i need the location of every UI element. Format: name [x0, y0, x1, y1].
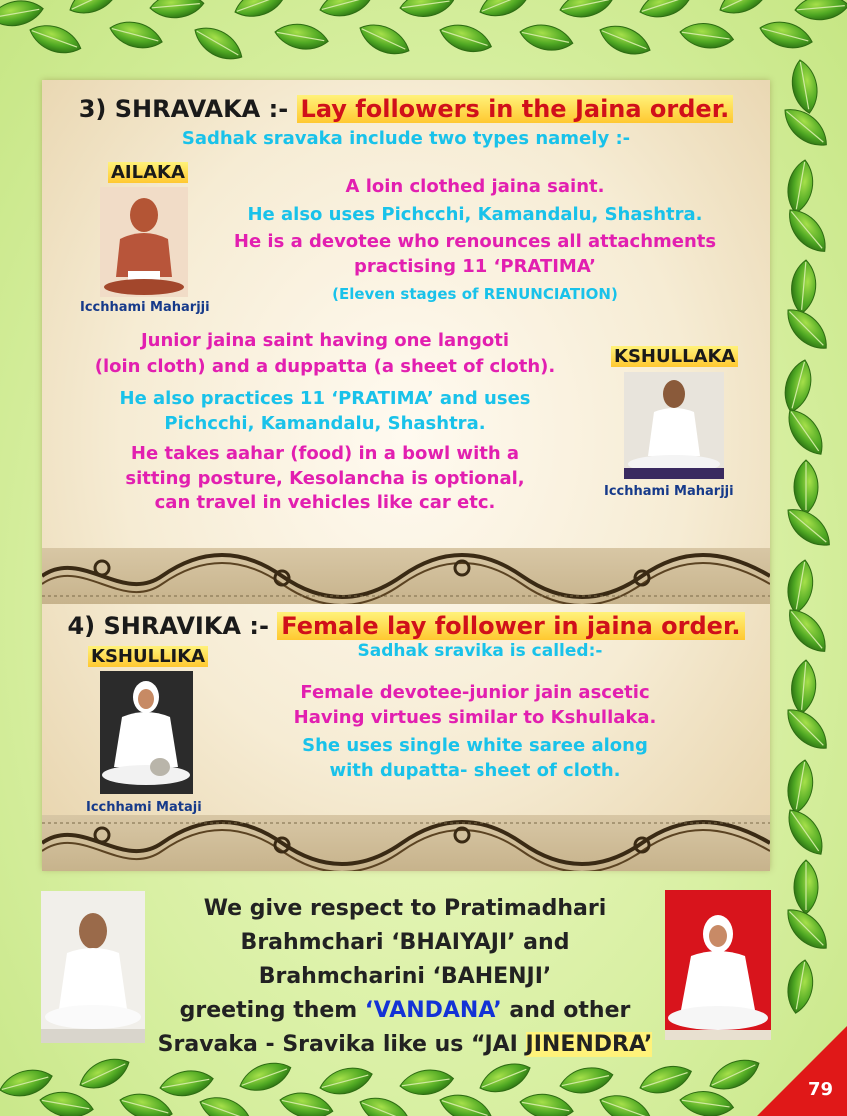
kshullika-line: with dupatta- sheet of cloth. — [329, 760, 621, 781]
ailaka-line: A loin clothed jaina saint. — [345, 176, 605, 197]
section-title: SHRAVIKA :- — [103, 612, 269, 640]
section-heading-shravaka — [42, 95, 770, 123]
ornamental-band — [42, 815, 770, 871]
section-number: 3) — [78, 95, 107, 123]
closing-message — [150, 892, 660, 1062]
section-subtitle: Sadhak sravaka include two types namely :- — [181, 128, 631, 149]
page-corner — [757, 1026, 847, 1116]
ailaka-label: AILAKA — [108, 162, 188, 183]
ornamental-band — [42, 548, 770, 604]
kshullaka-line: Pichcchi, Kamandalu, Shashtra. — [164, 413, 486, 434]
kshullika-line: Female devotee-junior jain ascetic — [300, 682, 650, 703]
section-subtitle: Sadhak sravika is called:- — [357, 641, 603, 661]
ailaka-line: He also uses Pichcchi, Kamandalu, Shashtra. — [247, 204, 703, 225]
kshullaka-line: can travel in vehicles like car etc. — [154, 492, 496, 513]
section-number: 4) — [67, 612, 96, 640]
kshullaka-line: Junior jaina saint having one langoti — [140, 330, 510, 351]
closing-line: Sravaka - Sravika like us “JAI JINENDRA’ — [157, 1032, 653, 1057]
kshullaka-line: He also practices 11 ‘PRATIMA’ and uses — [119, 388, 531, 409]
section-title: SHRAVAKA :- — [114, 95, 289, 123]
bhaiyaji-photo — [41, 891, 145, 1043]
section-highlight: Female lay follower in jaina order. — [277, 612, 744, 640]
page-number: 79 — [807, 1079, 833, 1100]
kshullaka-photo — [624, 372, 724, 479]
bahenji-photo — [665, 890, 771, 1040]
kshullika-line: She uses single white saree along — [302, 735, 648, 756]
kshullaka-label: KSHULLAKA — [611, 346, 738, 367]
section-highlight: Lay followers in the Jaina order. — [297, 95, 734, 123]
closing-line: We give respect to Pratimadhari — [203, 896, 607, 921]
kshullaka-line: sitting posture, Kesolancha is optional, — [125, 468, 525, 489]
ailaka-photo — [100, 187, 188, 297]
ailaka-caption: Icchhami Maharjji — [80, 300, 210, 315]
ailaka-line: practising 11 ‘PRATIMA’ — [354, 256, 596, 277]
kshullaka-line: He takes aahar (food) in a bowl with a — [130, 443, 520, 464]
closing-line: greeting them ‘VANDANA’ and other — [179, 998, 631, 1023]
ailaka-line: He is a devotee who renounces all attachments — [233, 231, 717, 252]
kshullika-line: Having virtues similar to Kshullaka. — [293, 707, 657, 728]
kshullaka-line: (loin cloth) and a duppatta (a sheet of cloth). — [94, 356, 556, 377]
ailaka-line: (Eleven stages of RENUNCIATION) — [332, 285, 618, 303]
closing-line: Brahmcharini ‘BAHENJI’ — [258, 964, 552, 989]
kshullika-photo — [100, 671, 193, 794]
section-heading-shravika — [42, 612, 770, 640]
kshullaka-caption: Icchhami Maharjji — [604, 484, 734, 499]
kshullika-label: KSHULLIKA — [88, 646, 208, 667]
kshullika-caption: Icchhami Mataji — [86, 800, 202, 815]
closing-line: Brahmchari ‘BHAIYAJI’ and — [240, 930, 570, 955]
